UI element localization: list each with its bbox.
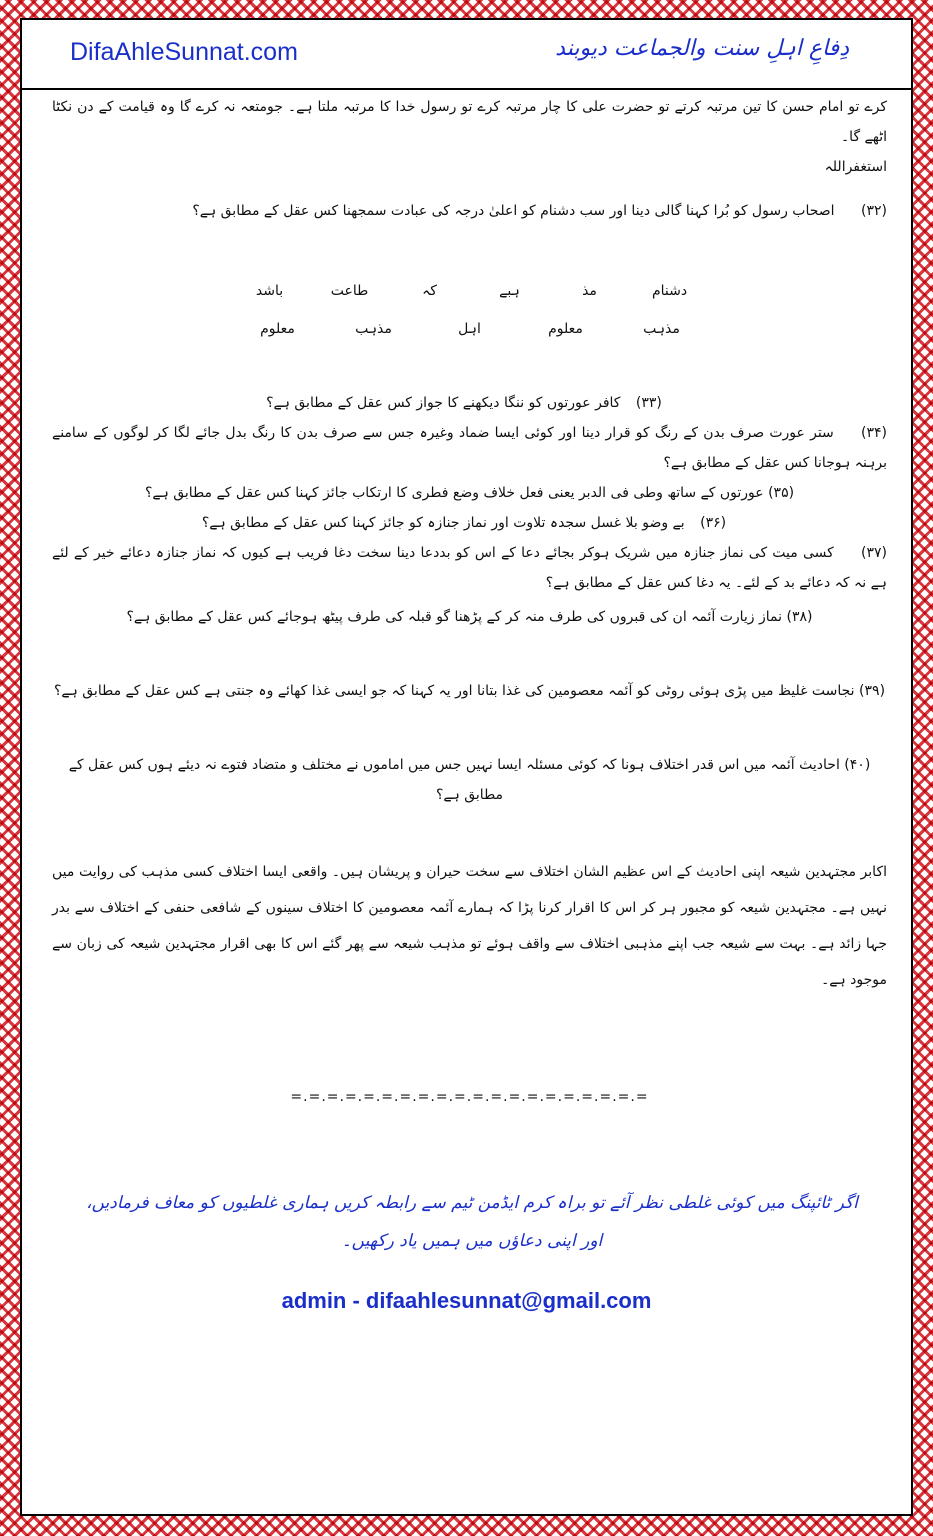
question-text: ستر عورت صرف بدن کے رنگ کو قرار دینا اور کوئی ایسا ضماد وغیرہ جس سے صرف بدن کا رنگ بدل جائے لگا کر لوگوں کے سامنے برہنہ ہوجانا کس عقل کے مطابق ہے؟ [52, 425, 887, 471]
footer-note: اگر ٹائپنگ میں کوئی غلطی نظر آئے تو براہ کرم ایڈمن ٹیم سے رابطہ کریں ہماری غلطیوں کو معاف فرمادیں، اور اپنی دعاؤں میں ہمیں یاد رکھیں۔ [86, 1193, 858, 1251]
closing-paragraph: اکابر مجتہدین شیعہ اپنی احادیث کے اس عظیم الشان اختلاف سے سخت حیران و پریشان ہیں۔ واقعی ایسا اختلاف کسی مذہب کی روایت میں نہیں ہے۔ مجتہدین شیعہ کو مجبور ہر کر اس کا اقرار کرنا پڑا کہ ہمارے آئمہ معصومین کا اختلاف سینوں کے شافعی حنفی کے اختلاف سے بدر جہا زائد ہے۔ بہت سے شیعہ جب اپنے مذہبی اختلاف سے واقف ہوئے تو مذہب شیعہ سے پھر گئے اس کا بھی اقرار مجتہدین شیعہ کی زبان سے موجود ہے۔ [52, 864, 887, 988]
table-cell: اہل [458, 321, 481, 337]
intro-line: کرے تو امام حسن کا تین مرتبہ کرتے تو حضرت علی کا چار مرتبہ کرے تو رسول خدا کا مرتبہ ملتا ہے۔ جومتعہ نہ کرے گا وہ قیامت کے دن نکٹا اٹھے گا۔ [52, 99, 887, 145]
question-text: بے وضو بلا غسل سجدہ تلاوت اور نماز جنازہ کو جائز کہنا کس عقل کے مطابق ہے؟ [201, 515, 685, 531]
table-cell: دشنام [651, 283, 688, 299]
question-39 [52, 676, 887, 706]
header [22, 20, 911, 90]
question-number: (۳۶) [700, 515, 727, 531]
table-cell: مذہب [355, 321, 392, 337]
table-cell: کہ [422, 283, 437, 299]
table-cell: باشد [255, 283, 284, 299]
question-number: (۳۵) [768, 485, 795, 501]
question-number: (۳۷) [861, 545, 888, 561]
persian-table-row-1 [230, 272, 710, 310]
question-number: (۴۰) [844, 757, 871, 773]
question-number: (۳۹) [859, 683, 886, 699]
question-38 [52, 602, 887, 632]
table-cell: معلوم [548, 321, 583, 337]
question-37 [52, 538, 887, 598]
site-name[interactable]: DifaAhleSunnat.com [70, 38, 298, 66]
question-text: کافر عورتوں کو ننگا دیکھنے کا جواز کس عقل کے مطابق ہے؟ [266, 395, 621, 411]
question-text: اصحاب رسول کو بُرا کہنا گالی دینا اور سب دشنام کو اعلیٰ درجہ کی عبادت سمجھنا کس عقل کے مطابق ہے؟ [192, 203, 835, 219]
question-34 [52, 418, 887, 478]
table-cell: مذ [582, 283, 597, 299]
table-cell: معلوم [260, 321, 295, 337]
content [52, 92, 887, 1112]
question-text: نجاست غلیظ میں پڑی ہوئی روٹی کو آئمہ معصومین کی غذا بتانا اور یہ کہنا کہ جو ایسی غذا کھائے وہ جنتی ہے کس عقل کے مطابق ہے؟ [53, 683, 855, 699]
contact-email[interactable]: admin - difaahlesunnat@gmail.com [281, 1288, 652, 1313]
question-number: (۳۴) [861, 425, 887, 441]
header-title: دِفاعِ اہلِ سنت والجماعت دیوبند [555, 36, 849, 61]
separator: =.=.=.=.=.=.=.=.=.=.=.=.=.=.=.=.=.=.=.= [290, 1089, 649, 1105]
table-cell: ہبے [499, 283, 520, 299]
question-number: (۳۸) [786, 609, 813, 625]
question-text: کسی میت کی نماز جنازہ میں شریک ہوکر بجائے دعا کے اس کو بددعا دینا سخت دغا فریب ہے کیوں کہ نماز جنازہ دعائے خیر کے لئے ہے نہ کہ دعائے بد کے لئے۔ یہ دغا کس عقل کے مطابق ہے؟ [52, 545, 887, 591]
question-32 [52, 196, 887, 226]
question-35 [52, 478, 887, 508]
question-text: نماز زیارت آئمہ ان کی قبروں کی طرف منہ کر کے پڑھنا گو قبلہ کی طرف پیٹھ ہوجائے کس عقل کے مطابق ہے؟ [126, 609, 783, 625]
question-number: (۳۳) [635, 395, 662, 411]
istighfar: استغفراللہ [824, 159, 887, 175]
table-cell: طاعت [330, 283, 369, 299]
question-40 [52, 750, 887, 810]
question-33 [52, 388, 887, 418]
table-cell: مذہب [643, 321, 680, 337]
question-text: عورتوں کے ساتھ وطی فی الدبر یعنی فعل خلاف وضع فطری کا ارتکاب جائز کہنا کس عقل کے مطابق ہے؟ [144, 485, 764, 501]
question-text: احادیث آئمہ میں اس قدر اختلاف ہونا کہ کوئی مسئلہ ایسا نہیں جس میں اماموں نے مختلف و متضاد فتوے نہ دیئے ہوں کس عقل کے مطابق ہے؟ [68, 757, 840, 803]
question-36 [52, 508, 887, 538]
question-number: (۳۲) [861, 203, 887, 219]
page-frame [20, 18, 913, 1516]
persian-table-row-2 [230, 310, 710, 348]
